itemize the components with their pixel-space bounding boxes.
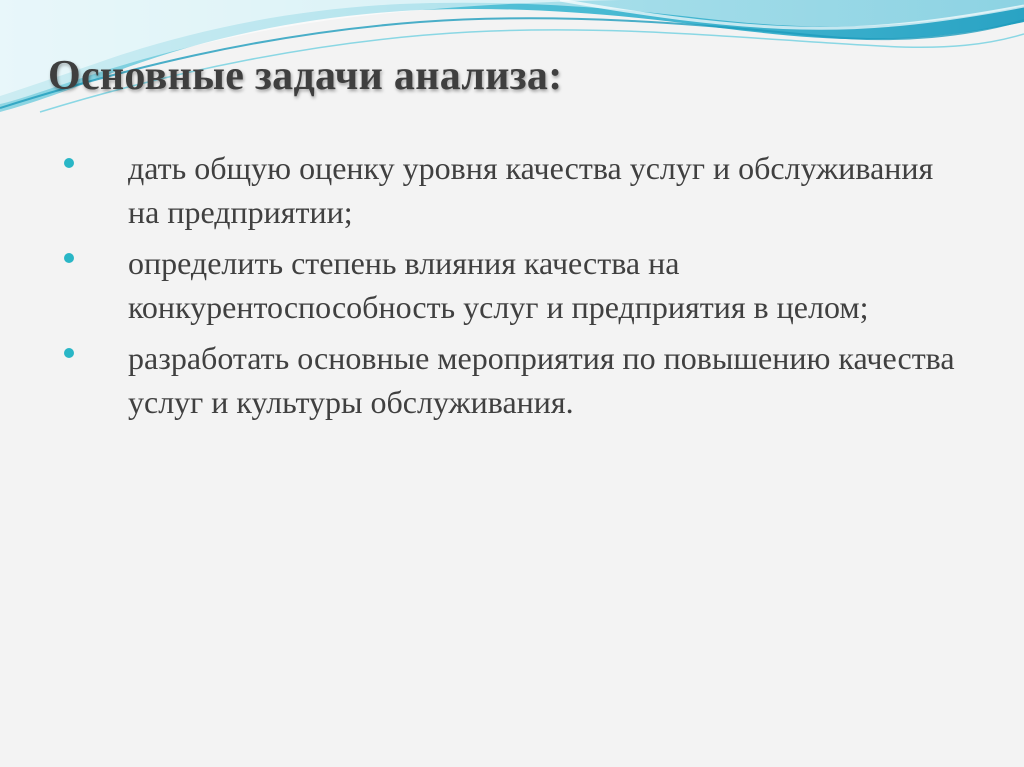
list-item-text: определить степень влияния качества на конкурентоспособность услуг и предприятия в целом;	[128, 245, 869, 325]
bullet-dot-icon	[64, 253, 74, 263]
list-item	[60, 146, 960, 234]
list-item-text: разработать основные мероприятия по повышению качества услуг и культуры обслуживания.	[128, 340, 955, 420]
bullet-list	[60, 146, 960, 431]
list-item	[60, 336, 960, 424]
list-item-text: дать общую оценку уровня качества услуг и обслуживания на предприятии;	[128, 150, 934, 230]
bullet-dot-icon	[64, 158, 74, 168]
slide-title: Основные задачи анализа:	[48, 53, 563, 99]
list-item	[60, 241, 960, 329]
bullet-dot-icon	[64, 348, 74, 358]
